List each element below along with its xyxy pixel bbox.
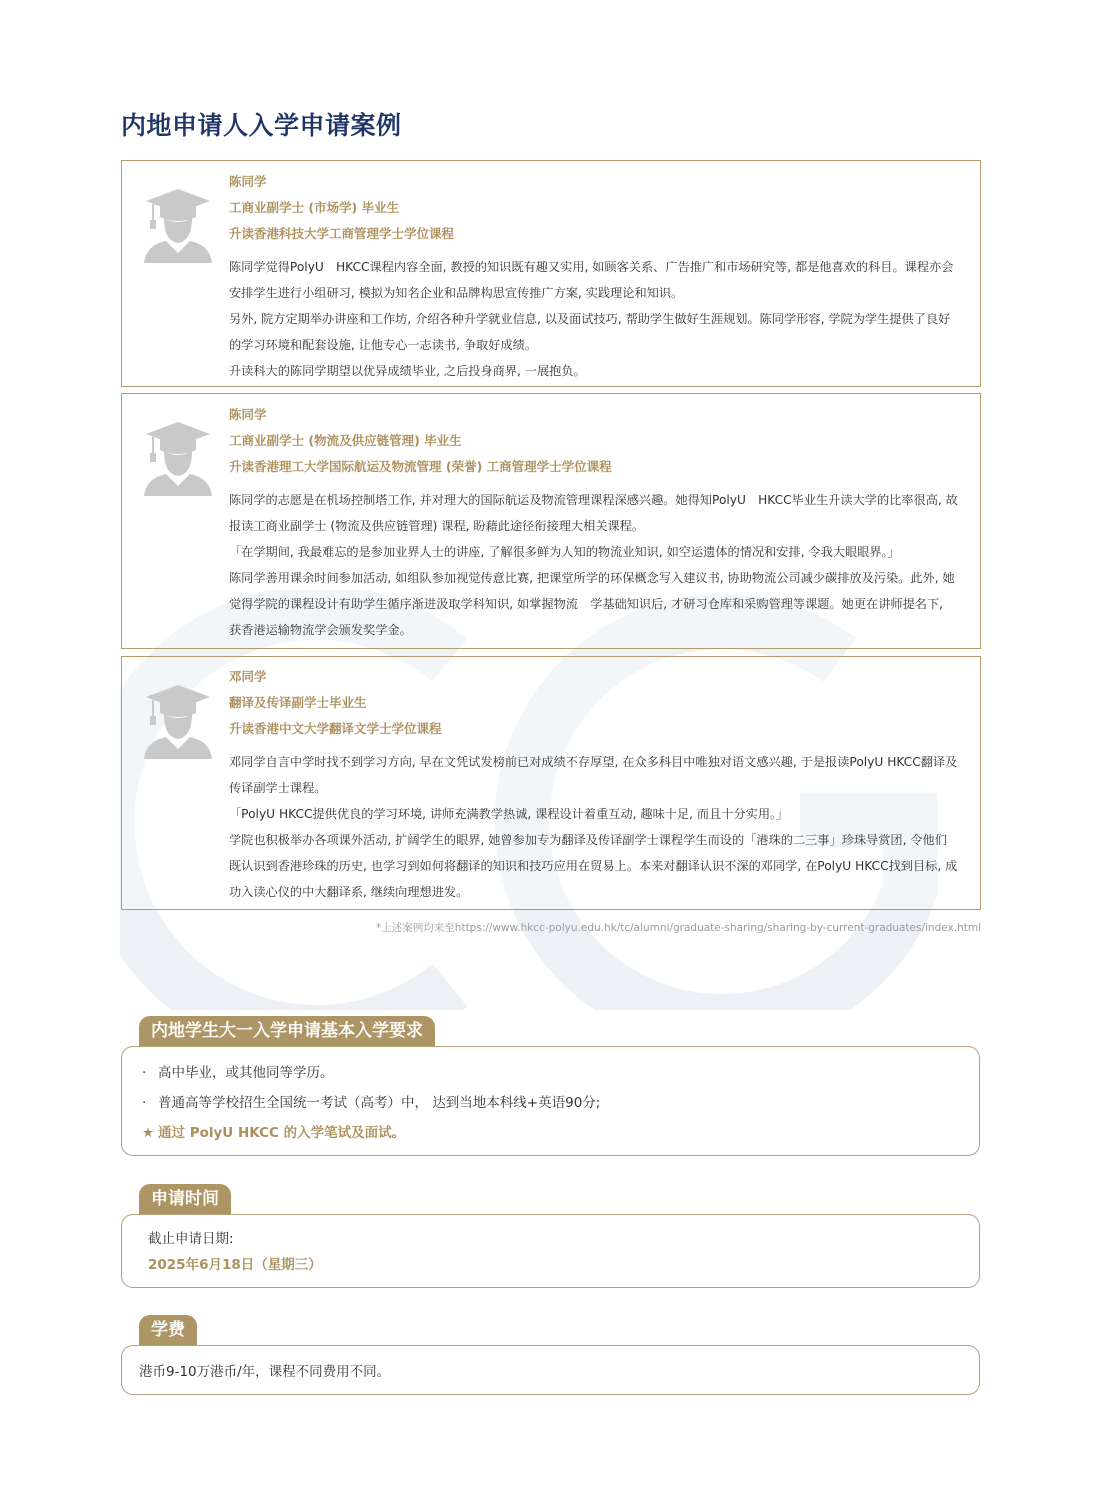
- case-paragraph: 「在学期间, 我最难忘的是参加业界人士的讲座, 了解很多鲜为人知的物流业知识, 如空运遗体的情况和安排, 令我大眼眼界。」: [229, 545, 900, 559]
- case-student-name: 陈同学: [229, 174, 267, 189]
- application-time-tab: 申请时间: [139, 1184, 231, 1214]
- case-diploma: 工商业副学士 (市场学) 毕业生: [229, 200, 400, 215]
- case-story: [229, 254, 958, 384]
- requirements-tab: 内地学生大一入学申请基本入学要求: [139, 1016, 435, 1046]
- requirement-item: [142, 1088, 979, 1118]
- case-paragraph: 学院也积极举办各项课外活动, 扩阔学生的眼界, 她曾参加专为翻译及传译副学士课程学生而设的「港珠的二三事」珍珠导赏团, 令他们既认识到香港珍珠的历史, 也学习到如何将翻译的知识和技巧应用在贸易上。本来对翻译认识不深的邓同学, 在PolyU HKCC找到目标, 成功入读心仪的中大翻译系, 继续向理想进发。: [229, 833, 958, 899]
- case-paragraph: 另外, 院方定期举办讲座和工作坊, 介绍各种升学就业信息, 以及面试技巧, 帮助学生做好生涯规划。陈同学形容, 学院为学生提供了良好的学习环境和配套设施, 让他专心一志读书, 争取好成绩。: [229, 312, 951, 352]
- tuition-text: 港币9-10万港币/年，课程不同费用不同。: [139, 1364, 391, 1380]
- graduate-avatar-icon: [142, 679, 214, 759]
- case-paragraph: 「PolyU HKCC提供优良的学习环境, 讲师充满教学热诚, 课程设计着重互动, 趣味十足, 而且十分实用。」: [229, 807, 789, 821]
- requirements-box: [121, 1046, 980, 1156]
- case-paragraph: 陈同学善用课余时间参加活动, 如组队参加视觉传意比赛, 把课堂所学的环保概念写入建议书, 协助物流公司减少碳排放及污染。此外, 她觉得学院的课程设计有助学生循序渐进汲取学科知识, 如掌握物流 学基础知识后, 才研习仓库和采购管理等课题。她更在讲师提名下, 获香港运输物流学会颁发奖学金。: [229, 571, 955, 637]
- case-student-name: 陈同学: [229, 407, 267, 422]
- case-story: [229, 749, 958, 905]
- case-card: [121, 393, 981, 649]
- requirement-text: 普通高等学校招生全国统一考试（高考）中， 达到当地本科线+英语90分;: [158, 1095, 601, 1111]
- case-story: [229, 487, 958, 643]
- case-target-program: 升读香港科技大学工商管理学士学位课程: [229, 226, 455, 241]
- deadline-date: 2025年6月18日（星期三）: [148, 1257, 322, 1273]
- case-student-name: 邓同学: [229, 669, 267, 684]
- deadline-label: 截止申请日期:: [148, 1231, 234, 1247]
- requirement-item-highlight: [142, 1118, 979, 1148]
- requirements-list: [122, 1047, 979, 1148]
- case-card: [121, 656, 981, 910]
- source-note: *上述案例均来至https://www.hkcc-polyu.edu.hk/tc/alumni/graduate-sharing/sharing-by-current-graduates/index.html: [376, 922, 981, 934]
- tuition-box: [121, 1345, 980, 1395]
- application-time-box: [121, 1214, 980, 1288]
- case-paragraph: 陈同学的志愿是在机场控制塔工作, 并对理大的国际航运及物流管理课程深感兴趣。她得知PolyU HKCC毕业生升读大学的比率很高, 故报读工商业副学士 (物流及供应链管理) 课程, 盼藉此途径衔接理大相关课程。: [229, 493, 958, 533]
- page-title: 内地申请人入学申请案例: [121, 111, 402, 140]
- requirement-item: [142, 1058, 979, 1088]
- requirement-text: 高中毕业，或其他同等学历。: [158, 1065, 334, 1081]
- star-icon: ★: [142, 1125, 155, 1141]
- bullet-icon: ·: [142, 1095, 147, 1111]
- case-diploma: 翻译及传译副学士毕业生: [229, 695, 367, 710]
- tuition-tab: 学费: [139, 1315, 197, 1345]
- case-paragraph: 陈同学觉得PolyU HKCC课程内容全面, 教授的知识既有趣又实用, 如顾客关系、广告推广和市场研究等, 都是他喜欢的科目。课程亦会安排学生进行小组研习, 模拟为知名企业和品牌构思宣传推广方案, 实践理论和知识。: [229, 260, 954, 300]
- graduate-avatar-icon: [142, 183, 214, 263]
- case-paragraph: 升读科大的陈同学期望以优异成绩毕业, 之后投身商界, 一展抱负。: [229, 364, 586, 378]
- bullet-icon: ·: [142, 1065, 147, 1081]
- graduate-avatar-icon: [142, 416, 214, 496]
- case-diploma: 工商业副学士 (物流及供应链管理) 毕业生: [229, 433, 462, 448]
- case-card: [121, 160, 981, 387]
- case-paragraph: 邓同学自言中学时找不到学习方向, 早在文凭试发榜前已对成绩不存厚望, 在众多科目中唯独对语文感兴趣, 于是报读PolyU HKCC翻译及传译副学士课程。: [229, 755, 958, 795]
- case-target-program: 升读香港理工大学国际航运及物流管理 (荣誉) 工商管理学士学位课程: [229, 459, 612, 474]
- case-target-program: 升读香港中文大学翻译文学士学位课程: [229, 721, 442, 736]
- requirement-text: 通过 PolyU HKCC 的入学笔试及面试。: [158, 1125, 406, 1141]
